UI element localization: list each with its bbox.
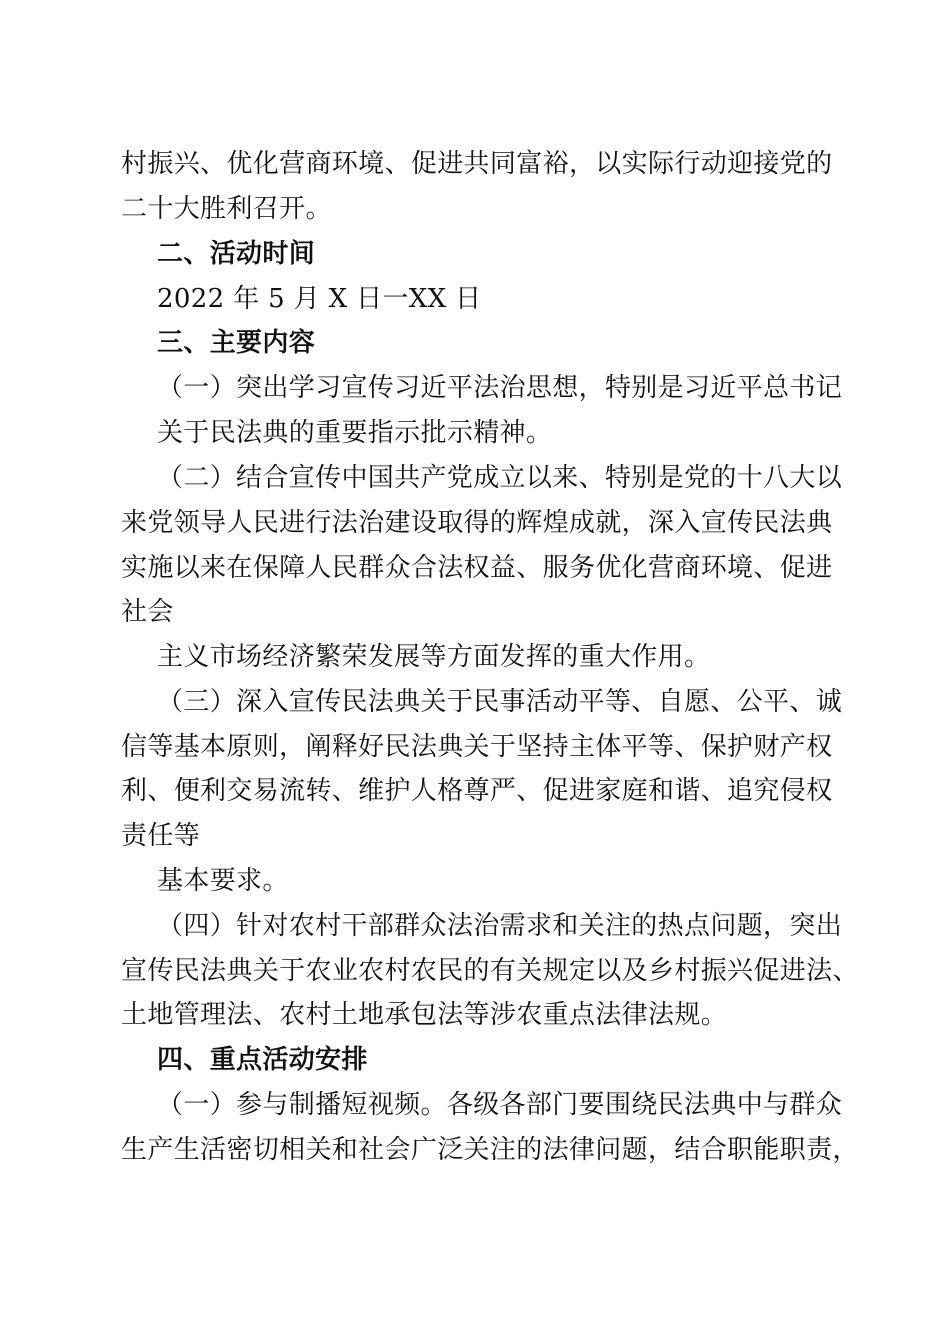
body-line: 2022 年 5 月 X 日一XX 日 [157, 284, 482, 314]
body-line: （一）参与制播短视频。各级各部门要围绕民法典中与群众 [157, 1090, 843, 1120]
body-line: 实施以来在保障人民群众合法权益、服务优化营商环境、促进 [121, 553, 833, 583]
body-line: 土地管理法、农村土地承包法等涉农重点法律法规。 [121, 1000, 728, 1030]
body-line: 社会 [121, 597, 174, 627]
body-line: 信等基本原则，阐释好民法典关于坚持主体平等、保护财产权 [121, 732, 833, 762]
body-line: 主义市场经济繁荣发展等方面发挥的重大作用。 [157, 642, 711, 672]
body-line: 宣传民法典关于农业农村农民的有关规定以及乡村振兴促进法、 [121, 956, 859, 986]
body-line: 生产生活密切相关和社会广泛关注的法律问题，结合职能职责， [121, 1135, 859, 1165]
section-heading: 四、重点活动安排 [157, 1045, 368, 1075]
body-line: （一）突出学习宣传习近平法治思想，特别是习近平总书记 [157, 373, 843, 403]
body-line: （二）结合宣传中国共产党成立以来、特别是党的十八大以 [157, 463, 843, 493]
body-line: （三）深入宣传民法典关于民事活动平等、自愿、公平、诚 [157, 687, 843, 717]
body-line: 来党领导人民进行法治建设取得的辉煌成就，深入宣传民法典 [121, 508, 833, 538]
section-heading: 二、活动时间 [157, 239, 316, 269]
body-line: 基本要求。 [157, 866, 289, 896]
body-line: 村振兴、优化营商环境、促进共同富裕，以实际行动迎接党的 [121, 149, 833, 179]
body-line: （四）针对农村干部群众法治需求和关注的热点问题，突出 [157, 911, 843, 941]
body-line: 关于民法典的重要指示批示精神。 [157, 418, 553, 448]
section-heading: 三、主要内容 [157, 328, 316, 358]
body-line: 二十大胜利召开。 [121, 194, 332, 224]
body-line: 利、便利交易流转、维护人格尊严、促进家庭和谐、追究侵权 [121, 776, 833, 806]
body-line: 责任等 [121, 821, 201, 851]
